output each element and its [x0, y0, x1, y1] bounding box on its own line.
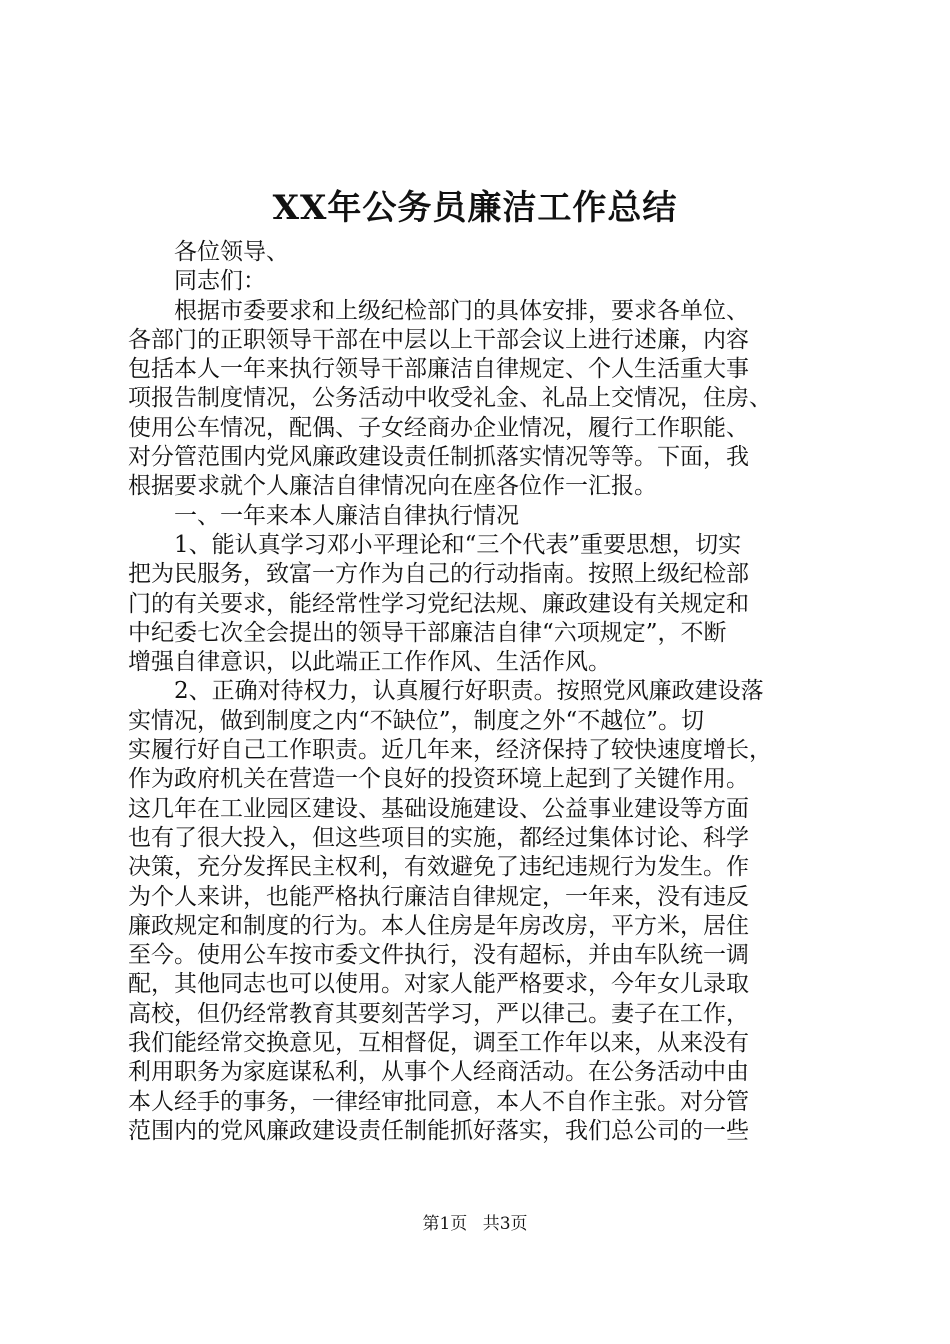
body-line: 包括本人一年来执行领导干部廉洁自律规定、个人生活重大事 [128, 356, 749, 383]
body-line: 门的有关要求，能经常性学习党纪法规、廉政建设有关规定和 [128, 590, 749, 617]
body-line: 把为民服务，致富一方作为自己的行动指南。按照上级纪检部 [128, 561, 749, 588]
document-body [128, 238, 828, 1146]
body-line: 至今。使用公车按市委文件执行，没有超标，并由车队统一调 [128, 942, 749, 969]
body-line: 实履行好自己工作职责。近几年来，经济保持了较快速度增长， [128, 737, 772, 764]
body-line: 增强自律意识，以此端正工作作风、生活作风。 [128, 649, 611, 676]
body-line: 同志们： [174, 268, 266, 295]
body-line: 配，其他同志也可以使用。对家人能严格要求，今年女儿录取 [128, 971, 749, 998]
body-line: 1、能认真学习邓小平理论和“三个代表”重要思想，切实 [174, 531, 742, 558]
body-line: 实情况，做到制度之内“不缺位”，制度之外“不越位”。切 [128, 707, 705, 734]
body-line: 作为政府机关在营造一个良好的投资环境上起到了关键作用。 [128, 766, 749, 793]
body-line: 我们能经常交换意见，互相督促，调至工作年以来，从来没有 [128, 1030, 749, 1057]
body-line: 本人经手的事务，一律经审批同意，本人不自作主张。对分管 [128, 1088, 749, 1115]
body-line: 高校，但仍经常教育其要刻苦学习，严以律己。妻子在工作， [128, 1000, 749, 1027]
body-line: 项报告制度情况，公务活动中收受礼金、礼品上交情况，住房、 [128, 385, 772, 412]
page-footer [0, 1213, 950, 1235]
body-line: 为个人来讲，也能严格执行廉洁自律规定，一年来，没有违反 [128, 883, 749, 910]
page-number-current: 第1页 [422, 1214, 468, 1234]
document-title: XX年公务员廉洁工作总结 [272, 188, 678, 228]
body-line: 廉政规定和制度的行为。本人住房是年房改房，平方米，居住 [128, 912, 749, 939]
body-line: 各位领导、 [174, 239, 289, 265]
body-line: 对分管范围内党风廉政建设责任制抓落实情况等等。下面，我 [128, 444, 749, 471]
body-line: 利用职务为家庭谋私利，从事个人经商活动。在公务活动中由 [128, 1059, 749, 1086]
body-line: 根据市委要求和上级纪检部门的具体安排，要求各单位、 [174, 297, 749, 324]
body-line: 范围内的党风廉政建设责任制能抓好落实，我们总公司的一些 [128, 1117, 749, 1144]
body-line: 也有了很大投入，但这些项目的实施，都经过集体讨论、科学 [128, 824, 749, 851]
page-number-total: 共3页 [482, 1214, 528, 1234]
body-line: 各部门的正职领导干部在中层以上干部会议上进行述廉，内容 [128, 326, 749, 353]
body-line: 这几年在工业园区建设、基础设施建设、公益事业建设等方面 [128, 795, 749, 822]
body-line: 使用公车情况，配偶、子女经商办企业情况，履行工作职能、 [128, 414, 749, 441]
body-line: 根据要求就个人廉洁自律情况向在座各位作一汇报。 [128, 473, 657, 500]
body-line: 中纪委七次全会提出的领导干部廉洁自律“六项规定”，不断 [128, 619, 727, 646]
body-line: 一、一年来本人廉洁自律执行情况 [174, 502, 519, 529]
body-line: 2、正确对待权力，认真履行好职责。按照党风廉政建设落 [174, 678, 764, 705]
body-line: 决策，充分发挥民主权利，有效避免了违纪违规行为发生。作 [128, 854, 749, 881]
